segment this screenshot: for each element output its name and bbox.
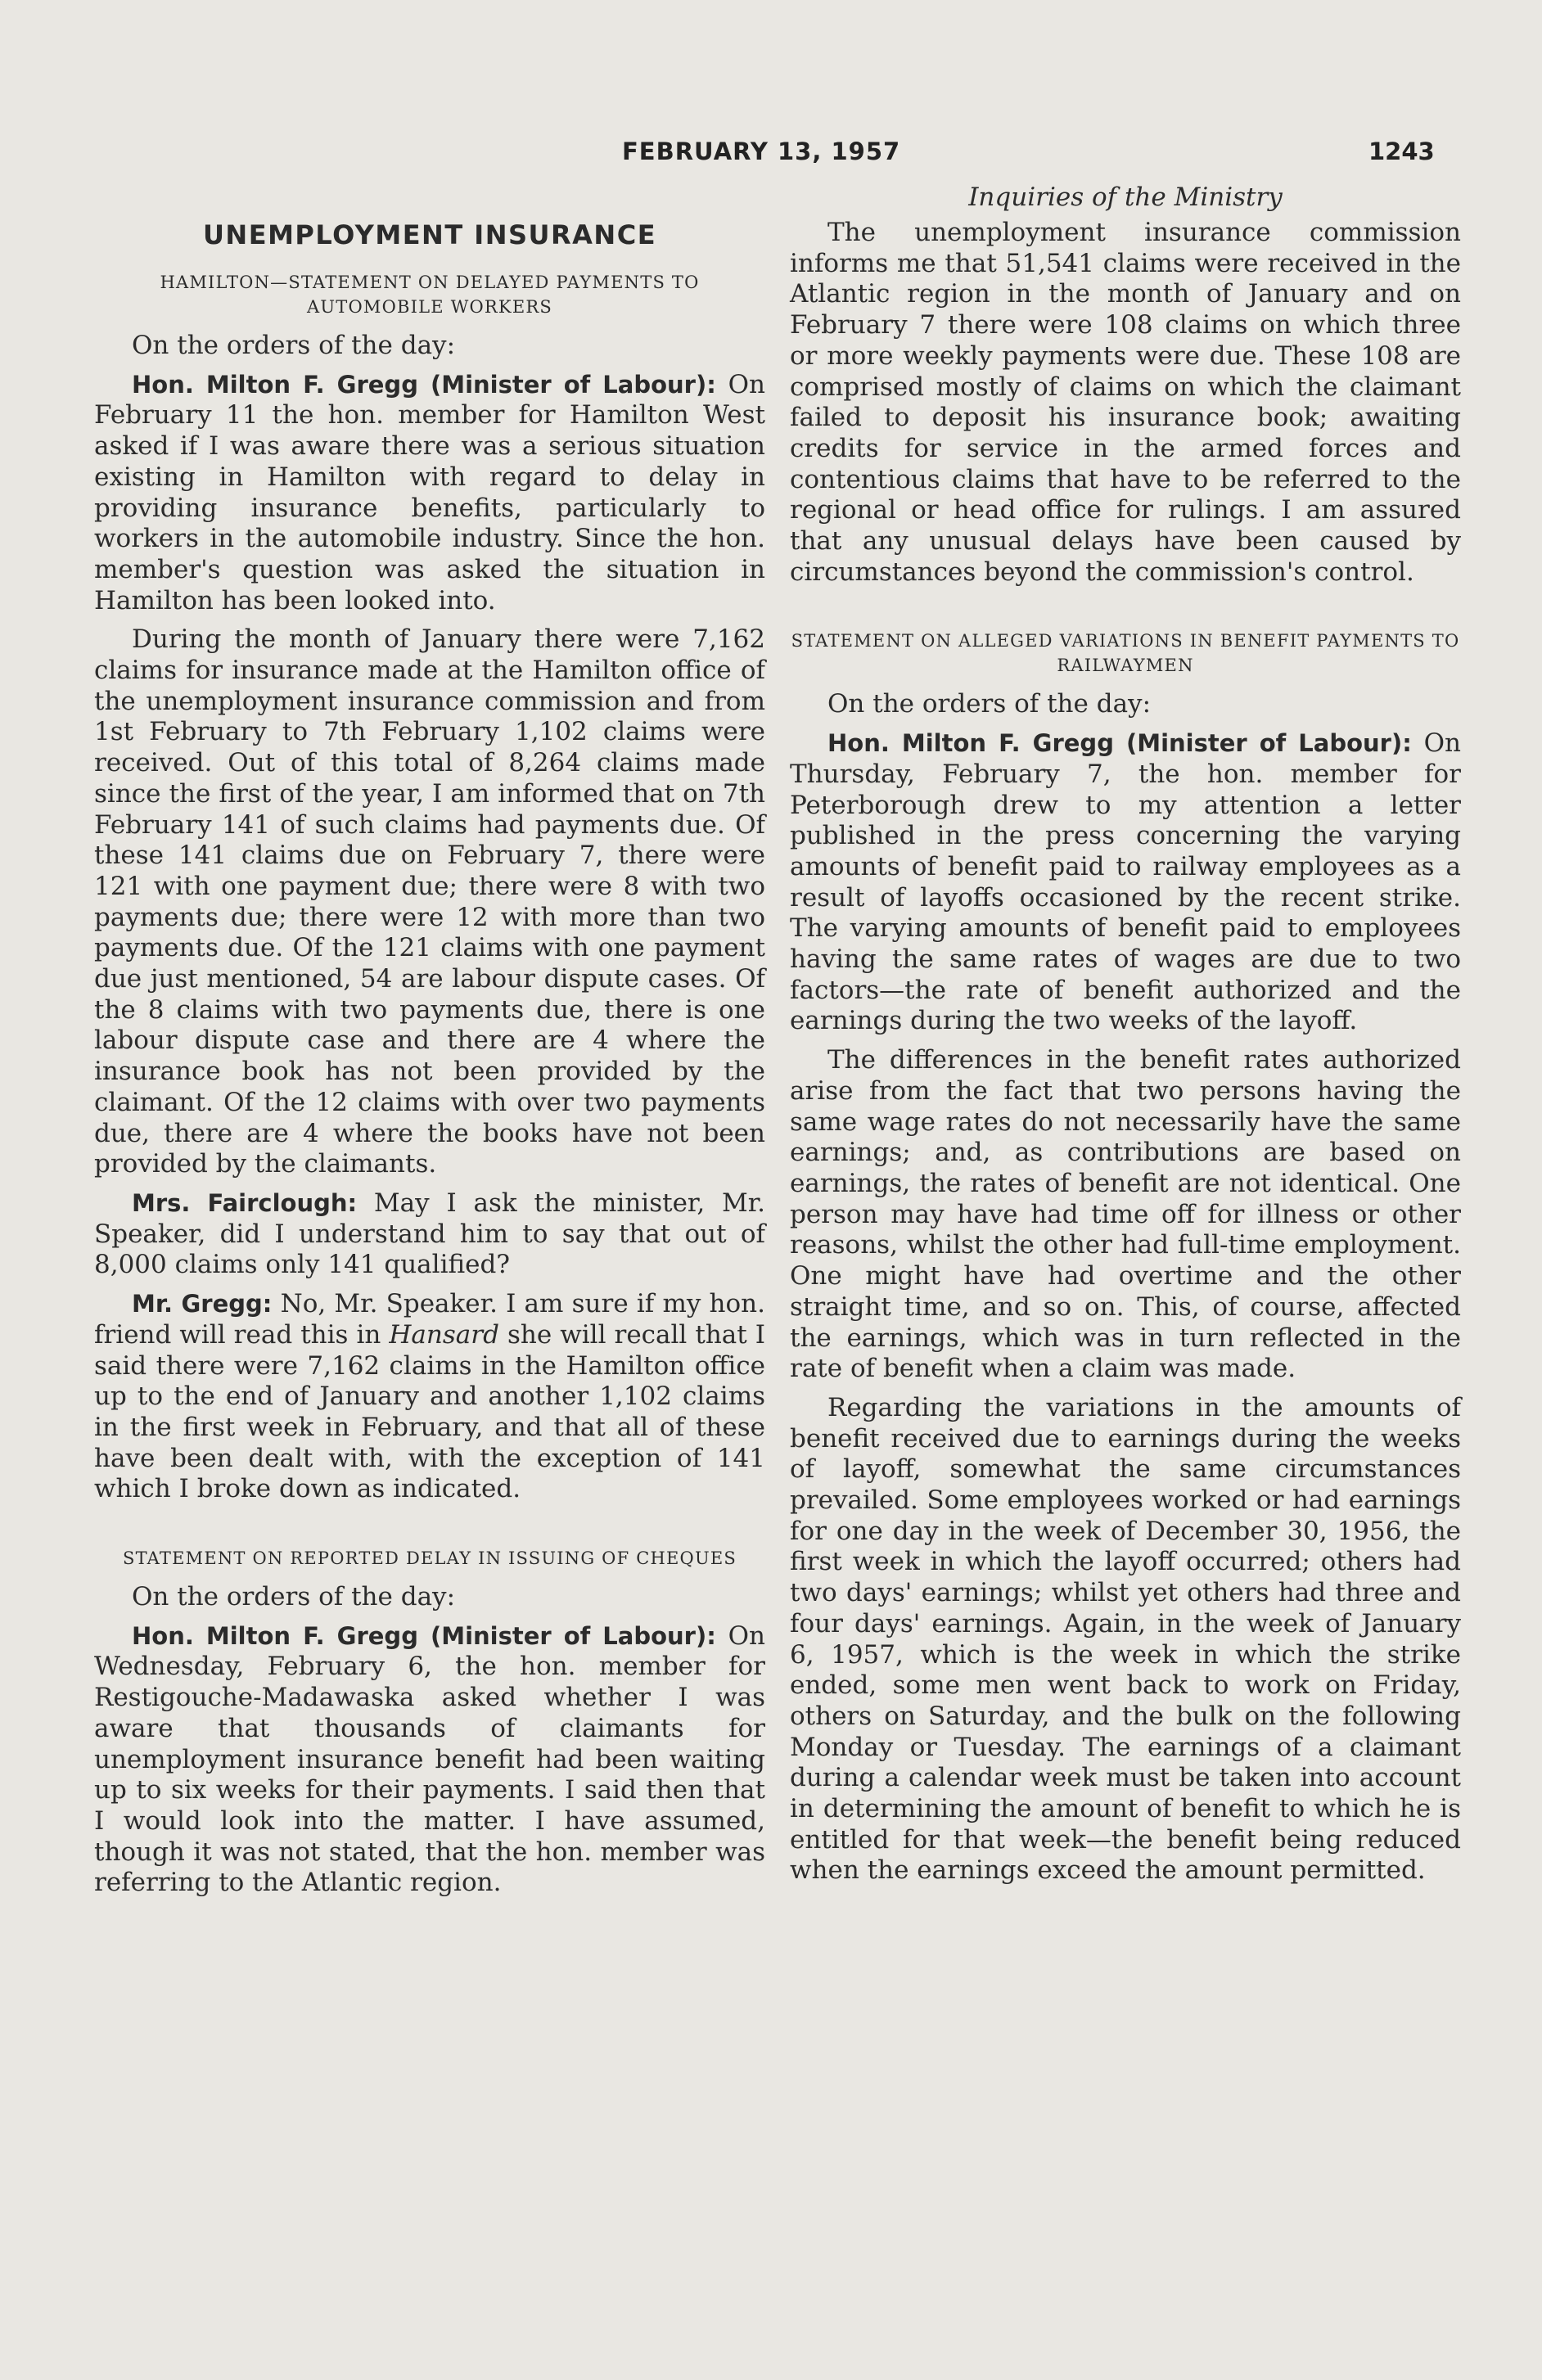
orders-of-day: On the orders of the day: [827, 689, 1152, 719]
subheading-railwaymen: STATEMENT ON ALLEGED VARIATIONS IN BENEFIT PAYMENTS TO RAILWAYMEN [791, 631, 1460, 676]
paragraph-claims: During the month of January there were 7,162 claims for insurance made at the Hamilton office of the unemployment insurance commission and from 1st February to 7th February 1,102 claims were received. Out of this total of 8,264 claims made since the first of the year, I am informed that on 7th February 141 of such claims had payments due. Of these 141 claims due on February 7, there were 121 with one payment due; there were 8 with two payments due; there were 12 with more than two payments due. Of the 121 claims with one payment due just mentioned, 54 are labour dispute cases. Of the 8 claims with two payments due, there is one labour dispute case and there are 4 where the insurance book has not been provided by the claimant. Of the 12 claims with over two payments due, there are 4 where the books have not been provided by the claimants. [94, 624, 765, 1179]
speech-gregg-3 [94, 1621, 765, 1899]
running-head-date: FEBRUARY 13, 1957 [622, 137, 901, 165]
speaker-label: Hon. Milton F. Gregg (Minister of Labour): [132, 370, 716, 399]
left-column [94, 182, 765, 1907]
paragraph-benefit-rates: The differences in the benefit rates authorized arise from the fact that two persons having the same wage rates do not necessarily have the same earnings; and, as contributions are based on earnings, the rates of benefit are not identical. One person may have had time off for illness or other reasons, whilst the other had full-time employment. One might have had overtime and the other straight time, and so on. This, of course, affected the earnings, which was in turn reflected in the rate of benefit when a claim was made. [790, 1045, 1461, 1384]
subheading-hamilton: HAMILTON—STATEMENT ON DELAYED PAYMENTS TO AUTOMOBILE WORKERS [160, 273, 700, 317]
hansard-italic: Hansard [389, 1319, 499, 1350]
speech-text: May I ask the minister, Mr. Speaker, did I understand him to say that out of 8,000 claims only 141 qualified? [94, 1188, 765, 1280]
speech-text: she will recall that I said there were 7,162 claims in the Hamilton office up to the end of January and another 1,102 claims in the first week in February, and that all of these have been dealt with, with the exception of 141 which I broke down as indicated. [94, 1319, 766, 1504]
subheading-cheques: STATEMENT ON REPORTED DELAY IN ISSUING OF CHEQUES [123, 1548, 737, 1569]
paragraph-atlantic: The unemployment insurance commission informs me that 51,541 claims were received in the Atlantic region in the month of January and on February 7 there were 108 claims on which three or more weekly payments were due. These 108 are comprised mostly of claims on which the claimant failed to deposit his insurance book; awaiting credits for service in the armed forces and contentious claims that have to be referred to the regional or head office for rulings. I am assured that any unusual delays have been caused by circumstances beyond the commission's control. [790, 218, 1461, 587]
speech-text: On February 11 the hon. member for Hamilton West asked if I was aware there was a serious situation existing in Hamilton with regard to delay in providing insurance benefits, particularly to workers in the automobile industry. Since the hon. member's question was asked the situation in Hamilton has been looked into. [94, 369, 765, 615]
section-title: UNEMPLOYMENT INSURANCE [202, 219, 657, 250]
speaker-label: Hon. Milton F. Gregg (Minister of Labour): [827, 729, 1412, 758]
inquiries-heading: Inquiries of the Ministry [968, 183, 1283, 212]
speech-gregg-1 [94, 370, 765, 617]
page-number: 1243 [1368, 137, 1435, 165]
speech-gregg-2 [94, 1289, 765, 1505]
speech-text: On Thursday, February 7, the hon. member for Peterborough drew to my attention a letter published in the press concerning the varying amounts of benefit paid to railway employees as a result of layoffs occasioned by the recent strike. The varying amounts of benefit paid to employees having the same rates of wages are due to two factors—the rate of benefit authorized and the earnings during the two weeks of the layoff. [790, 728, 1461, 1036]
paragraph-variations: Regarding the variations in the amounts of benefit received due to earnings during the weeks of layoff, somewhat the same circumstances prevailed. Some employees worked or had earnings for one day in the week of December 30, 1956, the first week in which the layoff occurred; others had two days' earnings; whilst yet others had three and four days' earnings. Again, in the week of January 6, 1957, which is the week in which the strike ended, some men went back to work on Friday, others on Saturday, and the bulk on the following Monday or Tuesday. The earnings of a claimant during a calendar week must be taken into account in determining the amount of benefit to which he is entitled for that week—the benefit being reduced when the earnings exceed the amount permitted. [790, 1392, 1461, 1886]
speech-text: No, Mr. Speaker. I am sure if my hon. friend will read this in [94, 1289, 765, 1350]
orders-of-day: On the orders of the day: [132, 331, 456, 360]
orders-of-day: On the orders of the day: [132, 1582, 456, 1612]
speech-gregg-4 [790, 728, 1461, 1037]
right-column [790, 182, 1461, 1895]
speech-fairclough [94, 1188, 765, 1281]
speaker-label: Mr. Gregg: [132, 1290, 273, 1318]
speech-text: On Wednesday, February 6, the hon. member for Restigouche-Madawaska asked whether I was aware that thousands of claimants for unemployment insurance benefit had been waiting up to six weeks for their payments. I said then that I would look into the matter. I have assumed, though it was not stated, that the hon. member was referring to the Atlantic region. [94, 1620, 765, 1898]
speaker-label: Mrs. Fairclough: [132, 1188, 358, 1217]
speaker-label: Hon. Milton F. Gregg (Minister of Labour): [132, 1621, 716, 1650]
